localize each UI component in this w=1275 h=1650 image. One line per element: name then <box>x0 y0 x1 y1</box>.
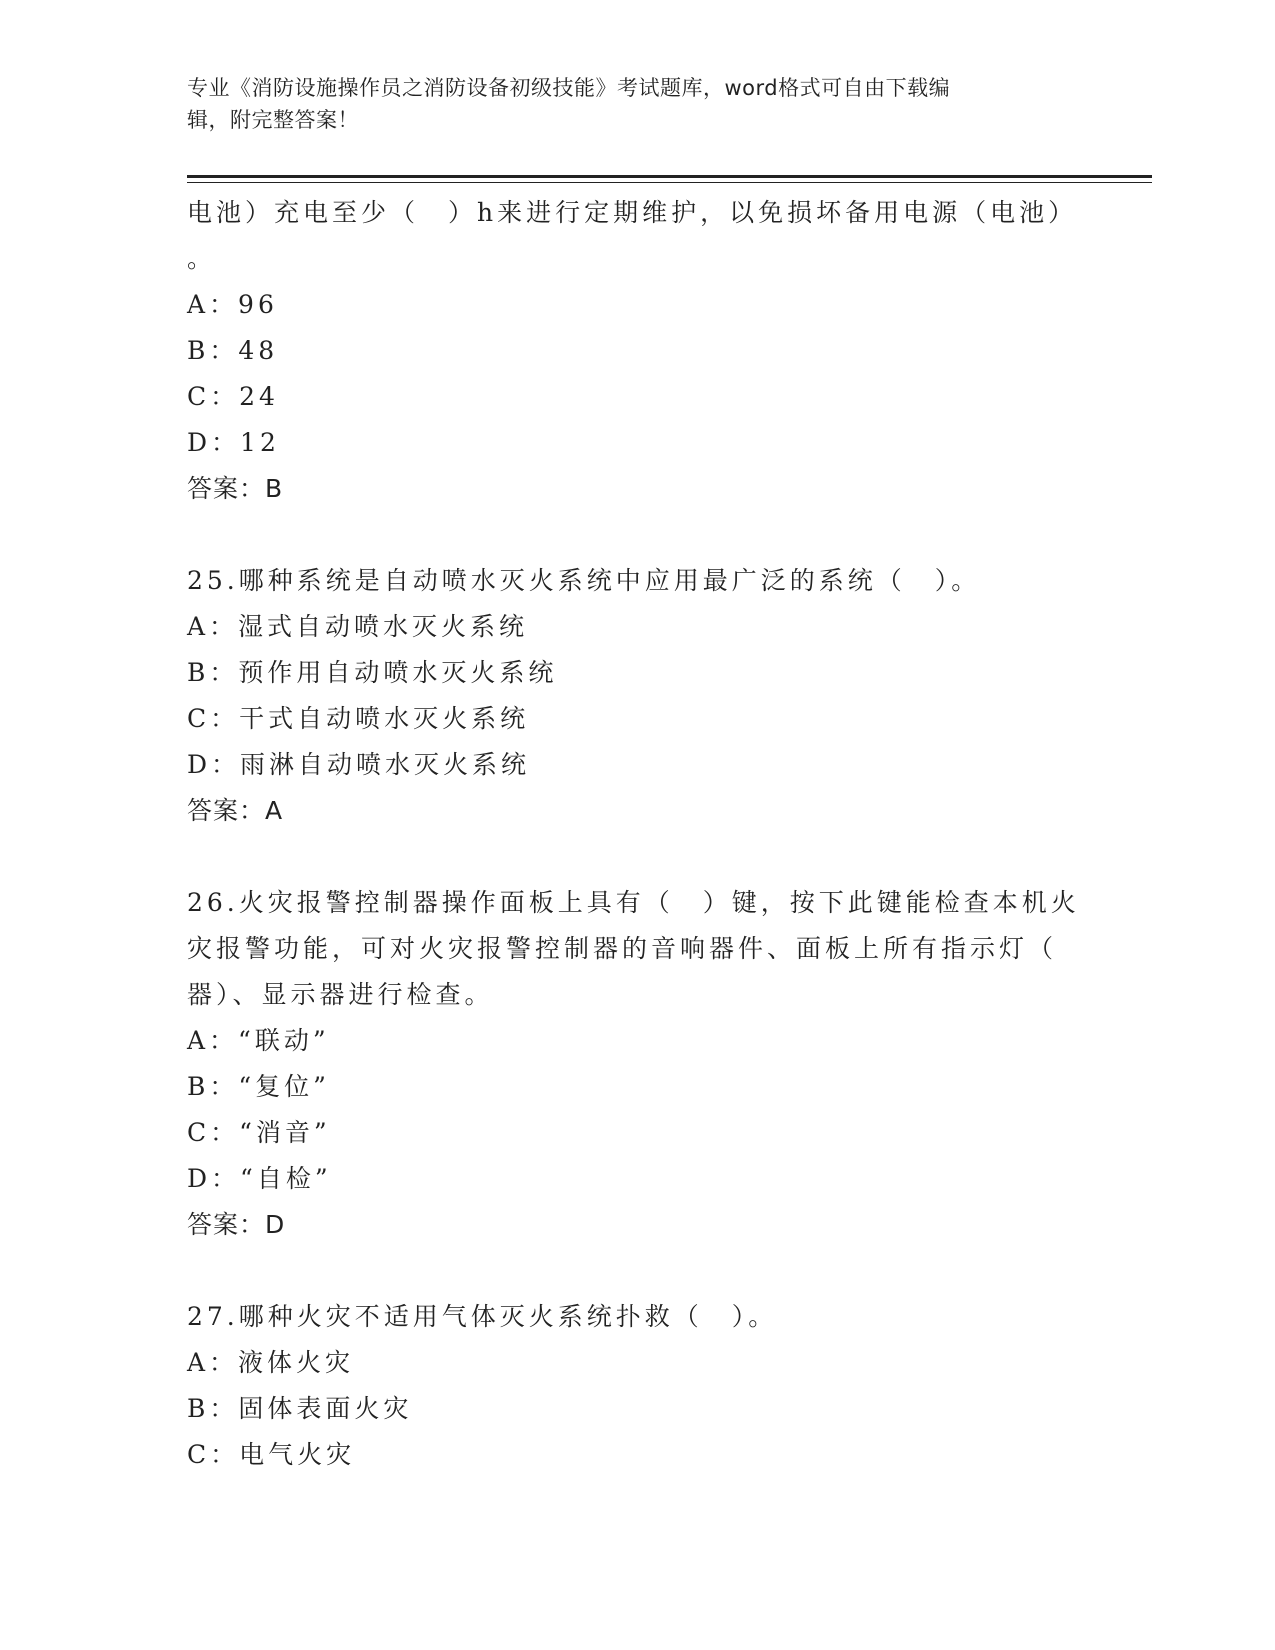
question-26 <box>187 880 1087 1248</box>
answer-label: 答案：B <box>187 474 284 503</box>
header-divider-thick <box>187 175 1152 178</box>
spacer <box>187 1248 1087 1294</box>
option-c: C：电气火灾 <box>187 1440 356 1469</box>
header-line-1: 专业《消防设施操作员之消防设备初级技能》考试题库，word格式可自由下载编 <box>187 76 951 100</box>
option-a: A：湿式自动喷水灭火系统 <box>187 612 529 641</box>
option-d: D：12 <box>187 428 280 457</box>
question-stem: 25.哪种系统是自动喷水灭火系统中应用最广泛的系统（ ）。 <box>187 566 981 595</box>
option-d: D：“自检” <box>187 1164 332 1193</box>
option-b: B：48 <box>187 336 279 365</box>
option-c: C：干式自动喷水灭火系统 <box>187 704 530 733</box>
question-list <box>187 190 1087 1478</box>
question-stem: 27.哪种火灾不适用气体灭火系统扑救（ ）。 <box>187 1302 778 1331</box>
question-25 <box>187 558 1087 834</box>
question-stem: 。 <box>187 244 217 273</box>
option-c: C：24 <box>187 382 279 411</box>
document-header <box>187 72 1067 136</box>
answer-label: 答案：A <box>187 796 284 825</box>
option-a: A：“联动” <box>187 1026 330 1055</box>
option-b: B：固体表面火灾 <box>187 1394 413 1423</box>
question-27 <box>187 1294 1087 1478</box>
spacer <box>187 834 1087 880</box>
option-c: C：“消音” <box>187 1118 331 1147</box>
spacer <box>187 512 1087 558</box>
option-a: A：96 <box>187 290 278 319</box>
answer-label: 答案：D <box>187 1210 286 1239</box>
option-d: D：雨淋自动喷水灭火系统 <box>187 750 531 779</box>
option-a: A：液体火灾 <box>187 1348 355 1377</box>
question-stem: 电池）充电至少（ ）h来进行定期维护，以免损坏备用电源（电池） <box>187 198 1078 227</box>
question-stem: 器）、显示器进行检查。 <box>187 980 494 1009</box>
question-stem: 灾报警功能，可对火灾报警控制器的音响器件、面板上所有指示灯（ <box>187 934 1058 963</box>
option-b: B：预作用自动喷水灭火系统 <box>187 658 558 687</box>
header-divider-thin <box>187 182 1152 183</box>
option-b: B：“复位” <box>187 1072 330 1101</box>
header-line-2: 辑，附完整答案！ <box>187 108 359 132</box>
question-stem: 26.火灾报警控制器操作面板上具有（ ）键，按下此键能检查本机火 <box>187 888 1080 917</box>
question-24 <box>187 190 1087 512</box>
